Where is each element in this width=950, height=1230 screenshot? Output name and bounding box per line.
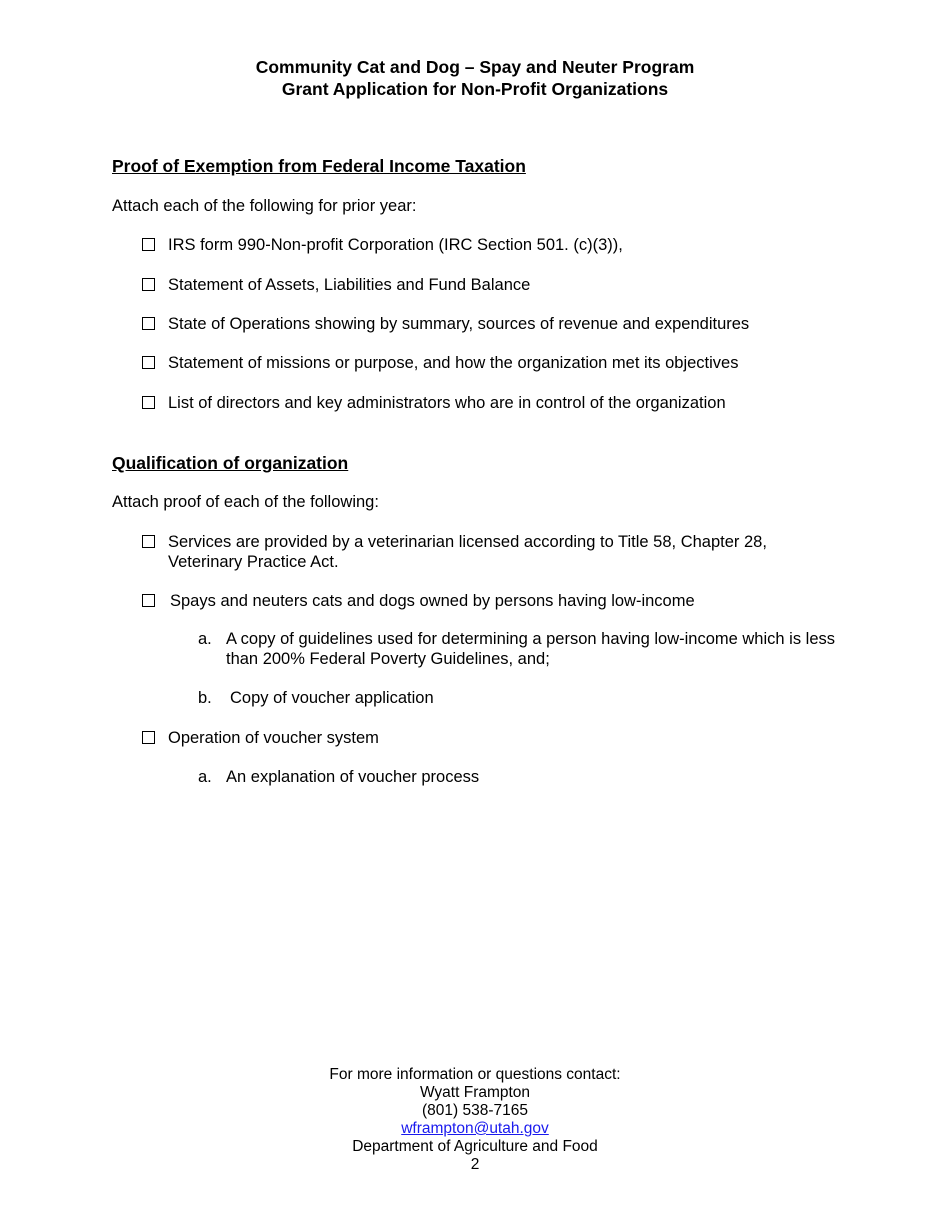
sub-item-marker: a.: [198, 768, 212, 786]
checkbox[interactable]: [142, 396, 155, 409]
qualification-item-voucher-system: [142, 728, 842, 748]
qualification-item-text: Services are provided by a veterinarian licensed according to Title 58, Chapter 28, Veterinary Practice Act.: [168, 533, 767, 571]
checkbox[interactable]: [142, 535, 155, 548]
qualification-heading: Qualification of organization: [112, 453, 349, 473]
document-title-line-1: Community Cat and Dog – Spay and Neuter Program: [255, 57, 695, 77]
department-name: Department of Agriculture and Food: [352, 1138, 598, 1155]
exemption-item-text: Statement of missions or purpose, and how the organization met its objectives: [168, 354, 739, 372]
exemption-item-irs-990: [142, 235, 842, 255]
page-number: 2: [470, 1156, 480, 1173]
contact-line: For more information or questions contact:: [329, 1066, 621, 1083]
exemption-item-text: List of directors and key administrators who are in control of the organization: [168, 394, 726, 412]
qualification-item-veterinarian: [142, 532, 802, 572]
sub-item-marker: b.: [198, 689, 212, 707]
sub-item-voucher-explanation: [198, 767, 838, 787]
exemption-item-assets-statement: [142, 275, 842, 295]
contact-footer: [0, 1066, 950, 1174]
qualification-item-low-income: [142, 591, 842, 611]
document-title-line-2: Grant Application for Non-Profit Organizations: [281, 79, 669, 99]
sub-item-text: Copy of voucher application: [230, 689, 434, 707]
exemption-heading: Proof of Exemption from Federal Income Taxation: [112, 156, 526, 176]
exemption-item-text: State of Operations showing by summary, sources of revenue and expenditures: [168, 315, 750, 333]
contact-email-link[interactable]: wframpton@utah.gov: [401, 1120, 549, 1137]
qualification-intro: Attach proof of each of the following:: [112, 493, 379, 511]
exemption-item-text: IRS form 990-Non-profit Corporation (IRC Section 501. (c)(3)),: [168, 236, 623, 254]
qualification-item-text: Spays and neuters cats and dogs owned by persons having low-income: [170, 592, 695, 610]
qualification-item-text: Operation of voucher system: [168, 729, 379, 747]
sub-item-marker: a.: [198, 630, 212, 648]
sub-item-text: An explanation of voucher process: [226, 768, 480, 786]
contact-name: Wyatt Frampton: [419, 1084, 531, 1101]
contact-phone: (801) 538-7165: [422, 1102, 528, 1119]
sub-item-voucher-application: [198, 688, 838, 708]
checkbox[interactable]: [142, 731, 155, 744]
checkbox[interactable]: [142, 317, 155, 330]
sub-item-guidelines-copy: [198, 629, 838, 669]
checkbox[interactable]: [142, 238, 155, 251]
checkbox[interactable]: [142, 278, 155, 291]
checkbox[interactable]: [142, 356, 155, 369]
exemption-intro: Attach each of the following for prior year:: [112, 197, 417, 215]
sub-item-text: A copy of guidelines used for determining a person having low-income which is less than 200% Federal Poverty Guidelines, and;: [226, 630, 835, 668]
exemption-item-mission-statement: [142, 353, 842, 373]
exemption-item-directors-list: [142, 393, 842, 413]
exemption-item-operations-statement: [142, 314, 842, 334]
exemption-item-text: Statement of Assets, Liabilities and Fund Balance: [168, 276, 531, 294]
checkbox[interactable]: [142, 594, 155, 607]
